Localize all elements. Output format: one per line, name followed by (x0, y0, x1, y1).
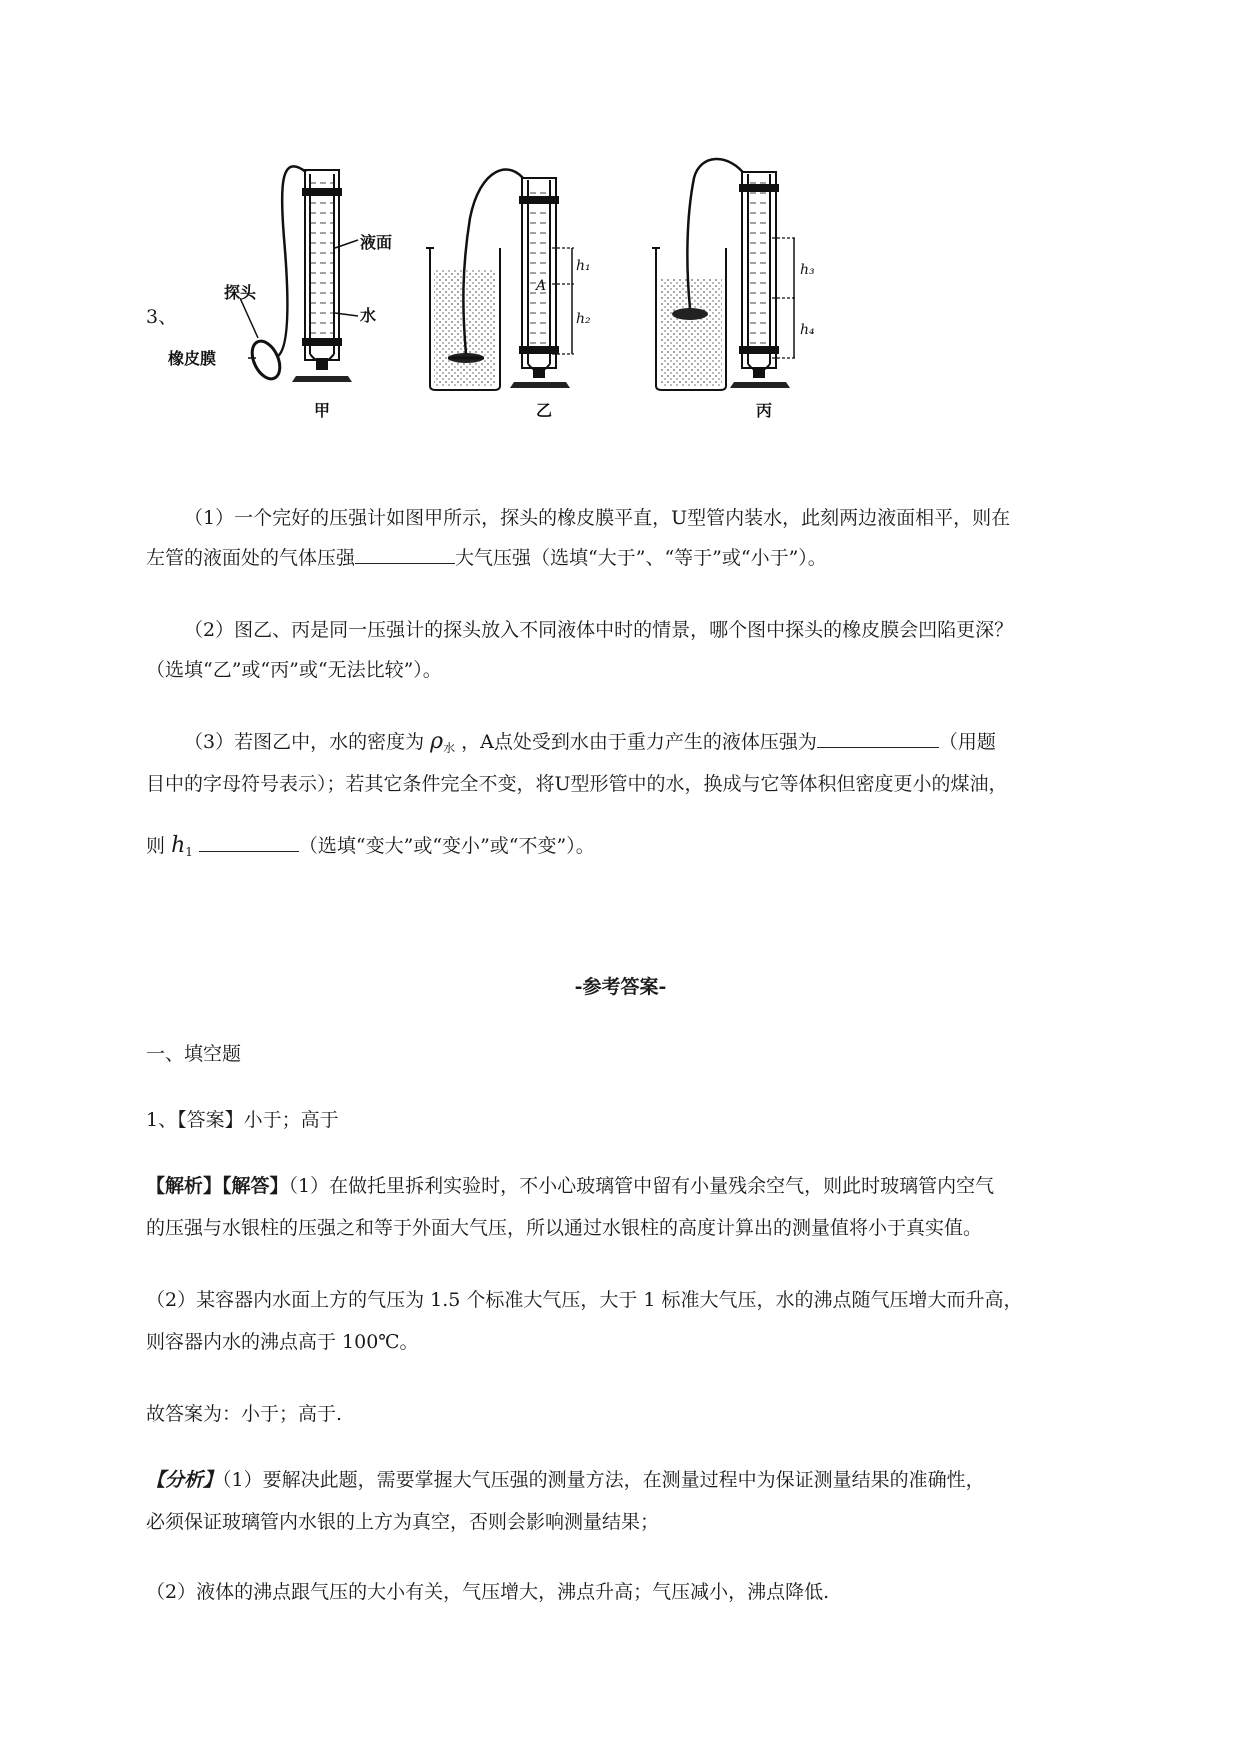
label-point-a: A (536, 278, 547, 294)
question3-part2-line2: （选填“乙”或“丙”或“无法比较”）。 (146, 659, 442, 681)
question3-part3-line2: 目中的字母符号表示）；若其它条件完全不变，将U型形管中的水，换成与它等体积但密度更小的煤油， (146, 773, 1008, 795)
answer-item-1: 1、【答案】小于；高于 (146, 1109, 339, 1131)
answer-blank-3b[interactable] (199, 829, 299, 852)
question-number: 3、 (146, 306, 178, 328)
fenxi-line2: 必须保证玻璃管内水银的上方为真空，否则会影响测量结果； (146, 1511, 660, 1533)
answers-heading: -参考答案- (574, 976, 667, 998)
caption-yi: 乙 (536, 401, 553, 420)
answer-blank-3a[interactable] (817, 725, 939, 748)
gauge-jia (168, 166, 392, 420)
rho-symbol: $\rho_水$ (430, 729, 456, 755)
caption-jia: 甲 (314, 401, 331, 420)
part1-line1: （1）一个完好的压强计如图甲所示，探头的橡皮膜平直，U型管内装水，此刻两边液面相平，则在 (184, 507, 1011, 529)
pressure-gauge-figure (168, 158, 920, 478)
question3-part1-line2: 左管的液面处的气体压强 大气压强（选填“大于”、“等于”或“小于”）。 (146, 538, 1146, 578)
analysis: 【解析】【解答】（1）在做托里拆利实验时，不小心玻璃管中留有小量残余空气，则此时玻璃管内空气 (146, 1175, 995, 1197)
question3-part3-line3: 则 $h_1$ （选填“变大”或“变小”或“不变”）。 (146, 826, 1146, 872)
label-liquid-surface: 液面 (360, 233, 393, 252)
question3-part3: （3）若图乙中，水的密度为 $\rho_水$ ，A点处受到水由于重力产生的液体压强为 （用题 (146, 722, 1146, 768)
analysis-line2: 的压强与水银柱的压强之和等于外面大气压，所以通过水银柱的高度计算出的测量值将小于真实值。 (146, 1217, 983, 1239)
label-water: 水 (360, 306, 377, 325)
label-h2: h₂ (576, 311, 591, 327)
fenxi: 【分析】（1）要解决此题，需要掌握大气压强的测量方法，在测量过程中为保证测量结果的准确性， (146, 1469, 985, 1491)
section-title: 一、填空题 (146, 1043, 242, 1065)
gauge-bing (652, 159, 815, 420)
question3-part1 (146, 498, 1146, 538)
analysis-part2-line2: 则容器内水的沸点高于 100℃。 (146, 1331, 419, 1353)
h1-symbol: $h_1$ (171, 833, 193, 859)
label-h4: h₄ (800, 322, 815, 338)
gauge-yi (426, 170, 591, 420)
label-probe: 探头 (224, 283, 257, 302)
question3-part2: （2）图乙、丙是同一压强计的探头放入不同液体中时的情景，哪个图中探头的橡皮膜会凹陷更深？ (184, 619, 1014, 641)
label-h1: h₁ (576, 258, 591, 274)
pressure-gauge-diagram (168, 158, 920, 478)
conclusion: 故答案为：小于；高于. (146, 1403, 343, 1425)
analysis-part2-line1: （2）某容器内水面上方的气压为 1.5 个标准大气压，大于 1 标准大气压，水的沸点随气压增大而升高， (146, 1289, 1023, 1311)
answer-blank-1[interactable] (355, 541, 455, 564)
label-rubber-membrane: 橡皮膜 (168, 349, 217, 368)
fenxi-part2: （2）液体的沸点跟气压的大小有关，气压增大，沸点升高；气压减小，沸点降低. (146, 1581, 830, 1603)
label-h3: h₃ (800, 262, 815, 278)
caption-bing: 丙 (756, 401, 773, 420)
